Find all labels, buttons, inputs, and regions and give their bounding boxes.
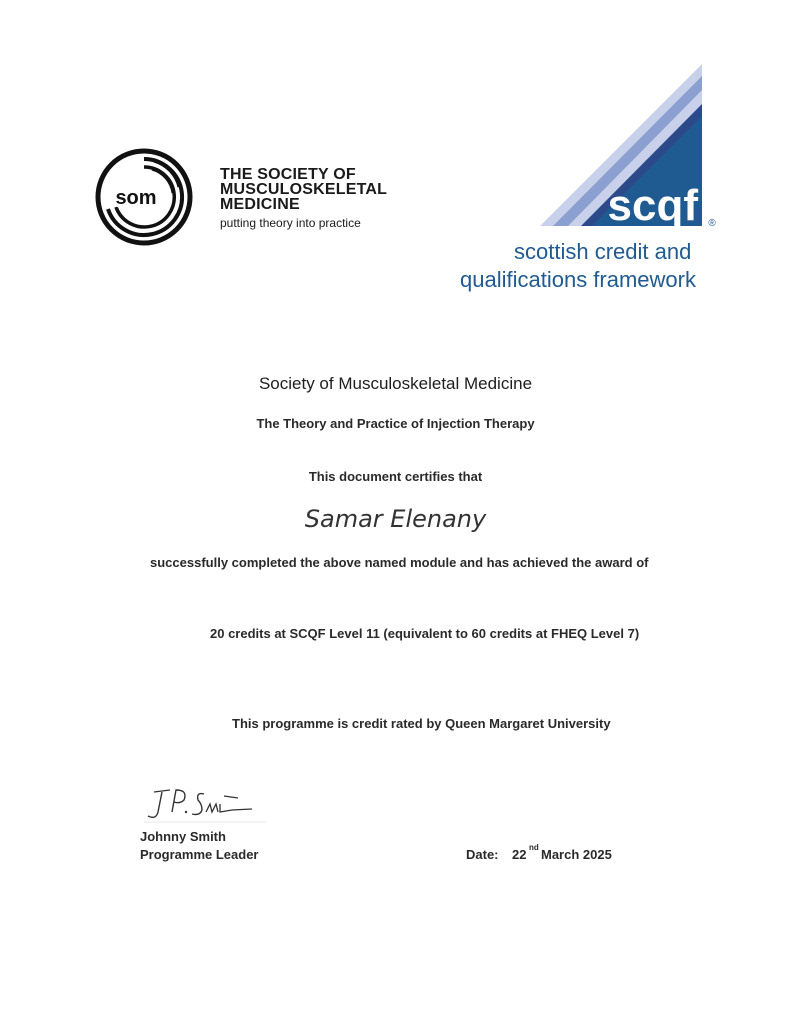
signatory-role: Programme Leader [140,847,259,862]
scqf-name [460,238,696,294]
scqf-name-line-1: scottish credit and [514,239,692,264]
recipient-name: Samar Elenany [304,505,487,533]
som-mark-icon [94,147,194,247]
scqf-name-line-2: qualifications framework [460,267,696,292]
date-month-year: March 2025 [541,847,612,862]
module-title: The Theory and Practice of Injection Therapy [256,416,535,431]
organisation-title: Society of Musculoskeletal Medicine [258,374,533,393]
som-tagline: putting theory into practice [220,216,361,230]
svg-text:®: ® [708,218,716,229]
date-day: 22 [512,847,527,862]
som-title-line-1: THE SOCIETY OF [220,166,356,183]
accreditation-text: This programme is credit rated by Queen Margaret University [232,716,611,731]
som-title-line-2: MUSCULOSKELETAL [220,181,388,198]
certifies-text: This document certifies that [308,469,483,484]
signature-image [140,782,270,830]
date-label: Date: [466,847,499,862]
som-title-line-3: MEDICINE [220,196,300,213]
svg-text:som: som [115,187,157,209]
svg-text:scqf: scqf [607,181,698,230]
signatory-name: Johnny Smith [140,829,226,844]
som-logo [94,147,394,247]
date-ordinal-suffix: nd [529,843,539,852]
credits-text: 20 credits at SCQF Level 11 (equivalent to 60 credits at FHEQ Level 7) [210,626,640,641]
completion-text: successfully completed the above named module and has achieved the award of [150,555,649,570]
scqf-logo [456,60,726,300]
